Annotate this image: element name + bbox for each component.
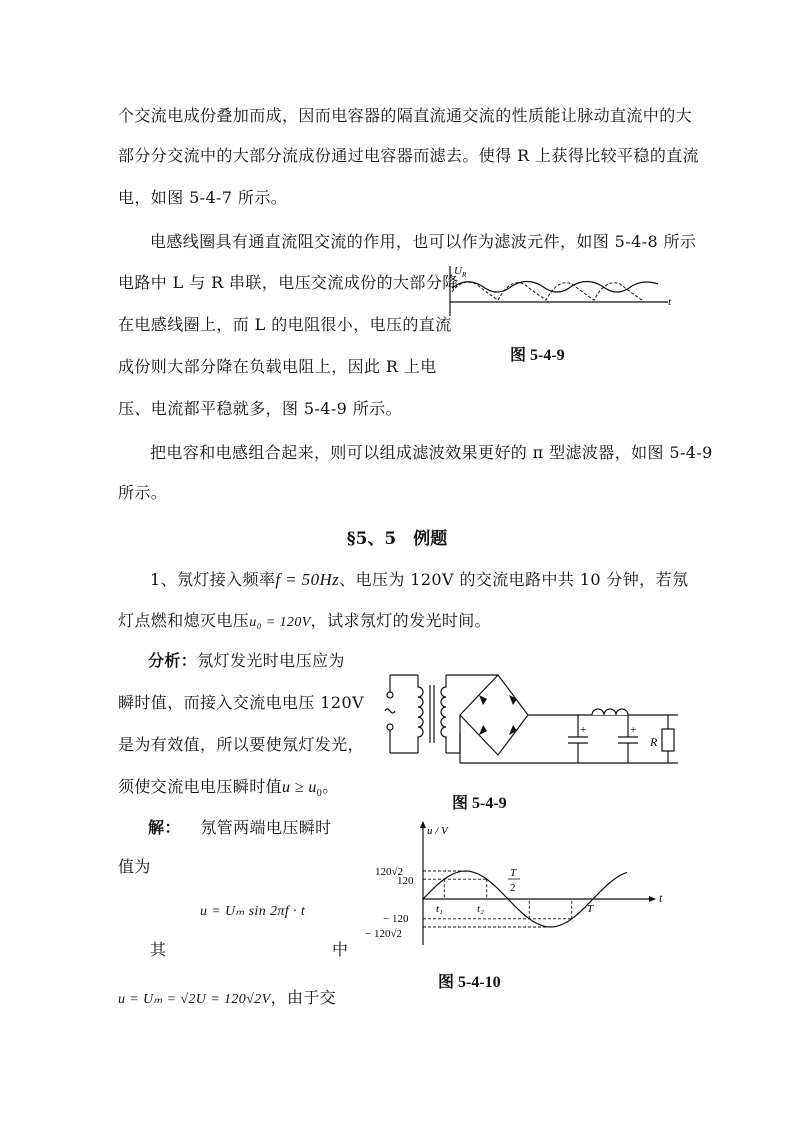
text-line <box>148 650 388 672</box>
text-line: 是为有效值，所以要使氖灯发光， <box>118 735 365 754</box>
text-line: 在电感线圈上，而 L 的电阻很小，电压的直流 <box>118 315 452 334</box>
pi-filter-circuit <box>378 665 688 775</box>
text-line: 所示。 <box>118 483 168 502</box>
terminal-icon <box>387 724 393 730</box>
text: 。 <box>322 777 339 796</box>
x-axis-arrow <box>649 896 656 902</box>
transformer-primary <box>418 675 423 753</box>
text-line: 电感线圈具有通直流阻交流的作用，也可以作为滤波元件，如图 5-4-8 所示 <box>150 232 697 251</box>
text: 1、氖灯接入频率 <box>150 570 276 589</box>
period-label: T <box>587 903 594 915</box>
text-line: 电路中 L 与 R 串联，电压交流成份的大部分降 <box>118 273 459 292</box>
t2-label: t₂ <box>477 903 484 915</box>
y-axis-label: U <box>454 265 462 277</box>
text-line: 成份则大部分降在负载电阻上，因此 R 上电 <box>118 357 437 376</box>
text: 氖灯发光时电压应为 <box>197 651 345 670</box>
text-line: 个交流电成份叠加而成，因而电容器的隔直流通交流的性质能让脉动直流中的大 <box>118 106 693 125</box>
formula: u ≥ u <box>282 779 317 796</box>
formula: u₀ = 120V <box>249 615 311 630</box>
transformer-secondary <box>441 675 446 753</box>
formula: u = Uₘ sin 2πf · t <box>200 904 306 919</box>
y-axis-sub: R <box>462 271 467 279</box>
inductor-coil <box>592 709 628 715</box>
resistor-icon <box>662 729 674 751</box>
solution-label: 解： <box>148 818 181 837</box>
text-line: 把电容和电感组合起来，则可以组成滤波效果更好的 π 型滤波器，如图 5-4-9 <box>150 443 713 462</box>
y-axis-label: u / V <box>427 825 448 837</box>
x-axis-label: t <box>668 296 672 308</box>
text-line: 值为 <box>118 857 151 876</box>
diode-icon <box>479 725 487 735</box>
x-axis-label: t <box>659 891 663 905</box>
text-line <box>118 776 358 805</box>
y-axis-arrow <box>420 821 426 828</box>
diode-icon <box>479 695 487 705</box>
sine-voltage-chart <box>365 820 675 950</box>
text: 氖管两端电压瞬时 <box>200 818 332 837</box>
text: 灯点燃和熄灭电压 <box>118 611 250 630</box>
figure-caption: 图 5-4-9 <box>452 795 507 812</box>
figure-caption: 图 5-4-10 <box>438 974 501 991</box>
polarity-mark: + <box>630 724 637 736</box>
formula-sub: 0 <box>316 788 323 800</box>
text-line: 部分分交流中的大部分流成份通过电容器而滤去。使得 R 上获得比较平稳的直流 <box>118 146 700 165</box>
half-period-den: 2 <box>510 882 516 894</box>
formula: u = Uₘ = √2U = 120√2V <box>118 992 271 1007</box>
text-line: 压、电流都平稳就多，图 5-4-9 所示。 <box>118 399 402 418</box>
text-line: 电，如图 5-4-7 所示。 <box>118 188 288 207</box>
text-line <box>118 987 388 1011</box>
tick-label: 120 <box>397 875 414 887</box>
text-line <box>150 569 689 591</box>
text-line <box>118 610 678 634</box>
text: 其 <box>150 940 167 959</box>
text: ，由于交 <box>270 988 337 1007</box>
terminal-icon <box>387 692 393 698</box>
tick-label: − 120 <box>383 913 409 925</box>
figure-caption: 图 5-4-9 <box>510 347 565 364</box>
text-line <box>148 817 388 839</box>
ac-source-icon <box>385 709 395 713</box>
formula: f = 50Hz <box>275 570 340 589</box>
analysis-label: 分析： <box>148 651 198 670</box>
bridge-rectifier <box>460 675 528 755</box>
section-title: §5、5 例题 <box>346 529 448 549</box>
half-period-num: T <box>510 867 517 879</box>
t1-label: t₁ <box>436 903 443 915</box>
text: 、电压为 120V 的交流电路中共 10 分钟，若氖 <box>339 570 689 589</box>
diode-icon <box>509 695 517 705</box>
tick-label: − 120√2 <box>365 928 402 940</box>
text-line: 瞬时值，而接入交流电电压 120V <box>118 693 364 712</box>
ripple-figure <box>440 262 680 342</box>
text: ，试求氖灯的发光时间。 <box>310 611 492 630</box>
diode-icon <box>509 725 517 735</box>
resistor-label: R <box>650 735 658 749</box>
text: 须使交流电电压瞬时值 <box>118 777 283 796</box>
text: 中 <box>332 940 349 959</box>
dc-ripple-curve <box>452 282 658 293</box>
polarity-mark: + <box>580 724 587 736</box>
tick-label: 120√2 <box>375 866 404 878</box>
